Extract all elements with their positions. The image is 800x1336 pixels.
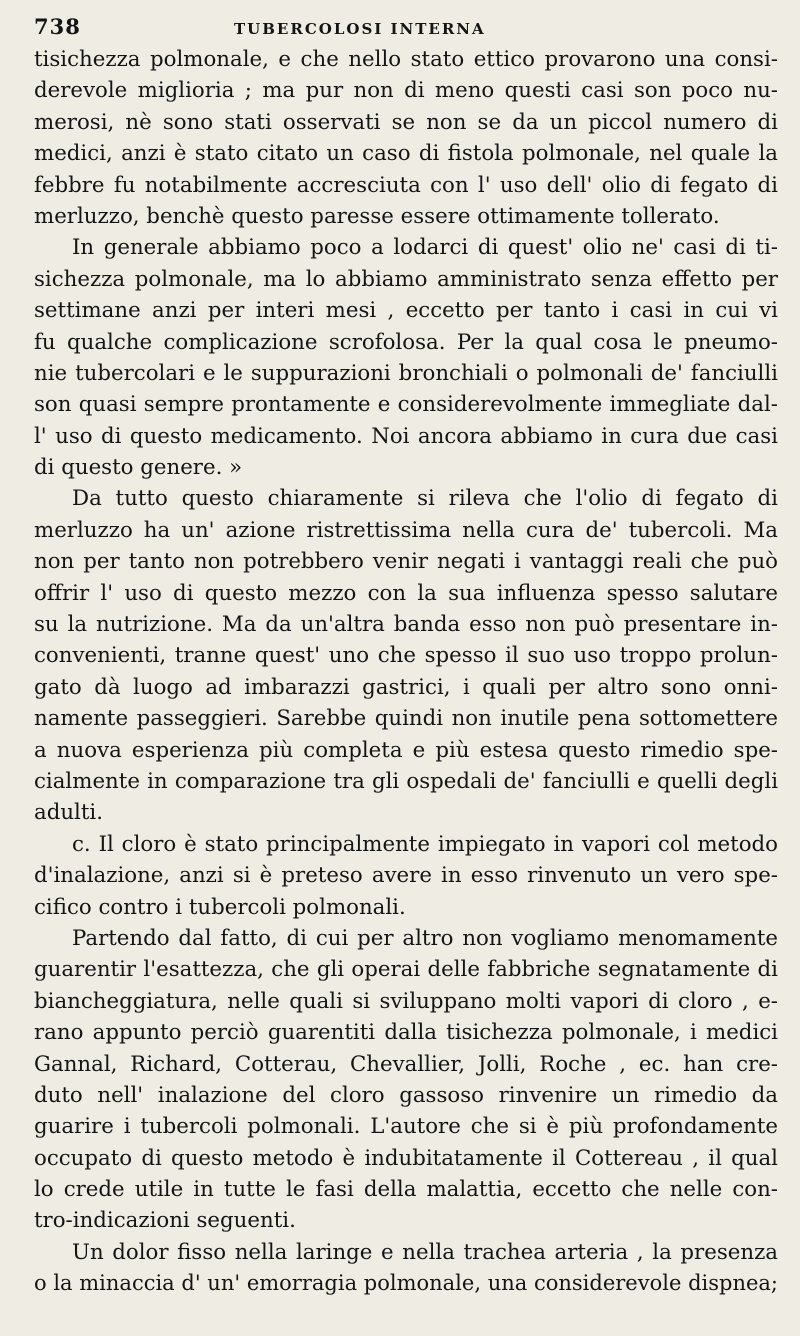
text-line: su la nutrizione. Ma da un'altra banda esso non può presentare in- [34,612,778,638]
text-line: lo crede utile in tutte le fasi della malattia, eccetto che nelle con- [34,1177,778,1203]
text-line: cifico contro i tubercoli polmonali. [34,894,406,920]
text-line: namente passeggieri. Sarebbe quindi non inutile pena sottomettere [34,706,778,732]
text-line: adulti. [34,800,103,826]
text-line: medici, anzi è stato citato un caso di fistola polmonale, nel quale la [34,141,778,167]
text-line: d'inalazione, anzi si è preteso avere in esso rinvenuto un vero spe- [34,863,778,889]
text-line: febbre fu notabilmente accresciuta con l' uso dell' olio di fegato di [34,172,778,198]
text-line: Un dolor fisso nella laringe e nella trachea arteria , la presenza [72,1239,778,1265]
text-line: settimane anzi per interi mesi , eccetto per tanto i casi in cui vi [34,298,778,324]
text-line: cialmente in comparazione tra gli ospedali de' fanciulli e quelli degli [34,768,778,794]
text-line: c. Il cloro è stato principalmente impiegato in vapori col metodo [72,831,778,857]
text-line: gato dà luogo ad imbarazzi gastrici, i quali per altro sono onni- [34,674,778,700]
text-line: In generale abbiamo poco a lodarci di quest' olio ne' casi di ti- [72,235,778,261]
text-line: tro-indicazioni seguenti. [34,1208,296,1234]
text-line: nie tubercolari e le suppurazioni bronchiali o polmonali de' fanciulli [34,360,778,386]
text-line: occupato di questo metodo è indubitatamente il Cottereau , il qual [34,1145,778,1171]
text-line: Partendo dal fatto, di cui per altro non vogliamo menomamente [72,925,778,951]
text-line: derevole miglioria ; ma pur non di meno questi casi son poco nu- [34,78,778,104]
text-line: guarentir l'esattezza, che gli operai delle fabbriche segnatamente di [34,957,778,983]
text-line: guarire i tubercoli polmonali. L'autore che si è più profondamente [34,1114,778,1140]
text-line: tisichezza polmonale, e che nello stato ettico provarono una consi- [34,47,778,72]
text-line: merluzzo ha un' azione ristrettissima nella cura de' tubercoli. Ma [34,517,778,543]
body-text [34,44,778,1300]
text-line: offrir l' uso di questo mezzo con la sua influenza spesso salutare [34,580,778,606]
text-line: Da tutto questo chiaramente si rileva che l'olio di fegato di [72,486,778,512]
text-line: a nuova esperienza più completa e più estesa questo rimedio spe- [34,737,778,763]
text-line: biancheggiatura, nelle quali si sviluppano molti vapori di cloro , e- [34,988,778,1014]
page-number: 738 [34,14,81,39]
text-line: convenienti, tranne quest' uno che spesso il suo uso troppo prolun- [34,643,778,669]
text-line: l' uso di questo medicamento. Noi ancora abbiamo in cura due casi [34,423,778,449]
text-line: sichezza polmonale, ma lo abbiamo amministrato senza effetto per [34,266,778,292]
text-line: rano appunto perciò guarentiti dalla tisichezza polmonale, i medici [34,1020,778,1046]
text-line: merluzzo, benchè questo paresse essere ottimamente tollerato. [34,203,720,229]
text-line: Gannal, Richard, Cotterau, Chevallier, Jolli, Roche , ec. han cre- [34,1051,778,1077]
text-line: o la minaccia d' un' emorragia polmonale, una considerevole dispnea; [34,1271,778,1296]
text-line: di questo genere. » [34,455,243,481]
text-line: son quasi sempre prontamente e considerevolmente immegliate dal- [34,392,778,418]
text-line: duto nell' inalazione del cloro gassoso rinvenire un rimedio da [34,1082,778,1108]
running-title: TUBERCOLOSI INTERNA [234,20,486,38]
running-head [34,14,778,44]
text-line: non per tanto non potrebbero venir negati i vantaggi reali che può [34,549,778,575]
text-line: fu qualche complicazione scrofolosa. Per la qual cosa le pneumo- [34,329,778,355]
text-line: merosi, nè sono stati osservati se non se da un piccol numero di [34,109,778,135]
